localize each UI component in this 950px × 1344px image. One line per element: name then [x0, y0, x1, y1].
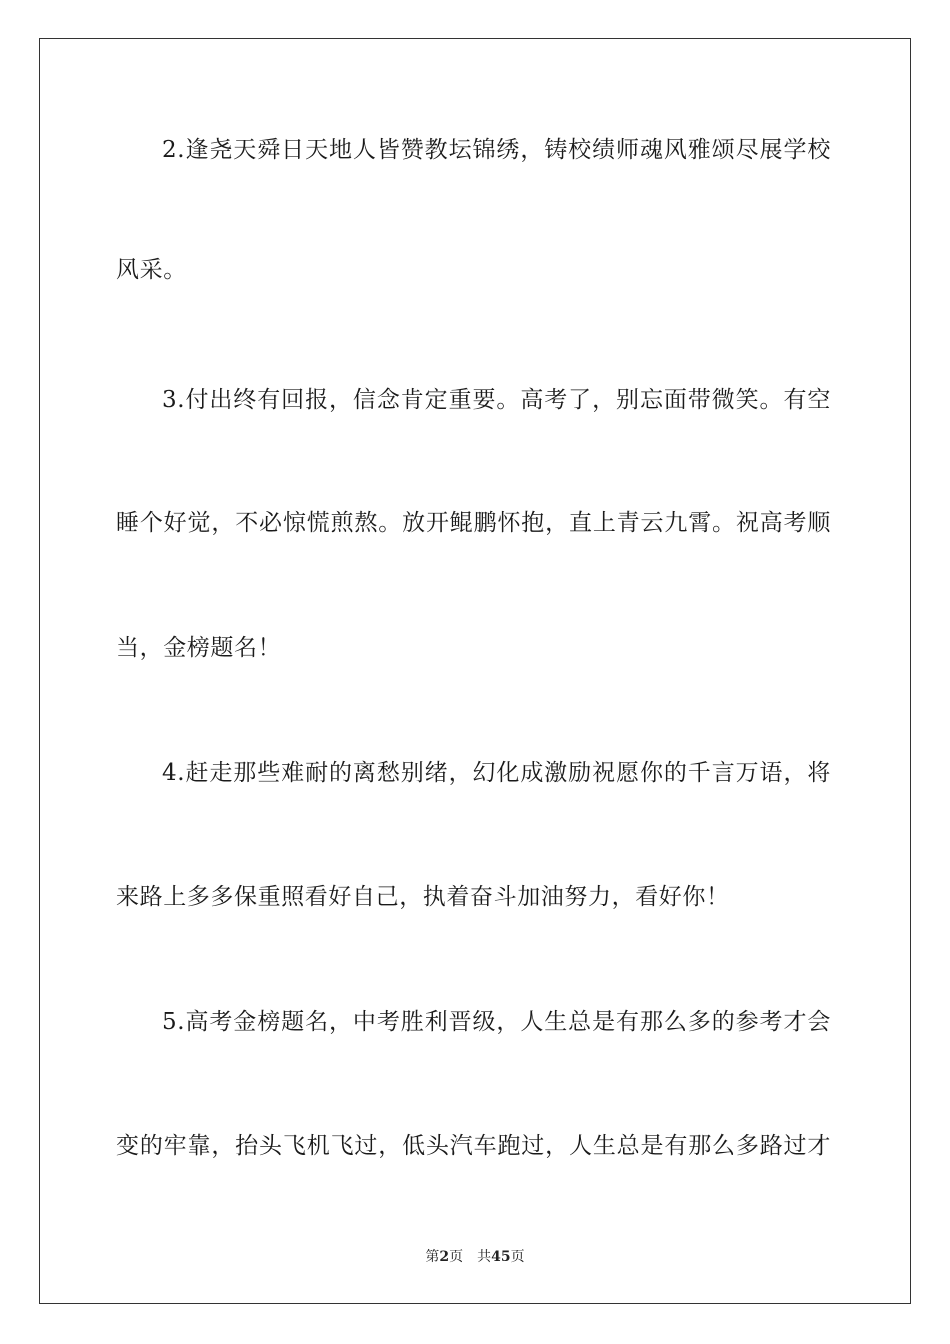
page-border: [39, 38, 911, 1304]
page-number: 2: [439, 1249, 450, 1265]
paragraph-2-line-2: 风采。: [116, 257, 187, 283]
paragraph-3-line-2: 睡个好觉，不必惊慌煎熬。放开鲲鹏怀抱，直上青云九霄。祝高考顺: [116, 510, 831, 536]
paragraph-4-line-1: 4.赶走那些难耐的离愁别绪，幻化成激励祝愿你的千言万语，将: [162, 760, 831, 786]
paragraph-3-line-3: 当，金榜题名！: [116, 635, 282, 661]
paragraph-4-line-2: 来路上多多保重照看好自己，执着奋斗加油努力，看好你！: [116, 884, 730, 910]
total-pages: 45: [491, 1249, 511, 1265]
page-label-suffix: 页: [449, 1249, 464, 1265]
page-label-prefix: 第: [425, 1249, 440, 1265]
paragraph-5-line-2: 变的牢靠，抬头飞机飞过，低头汽车跑过，人生总是有那么多路过才: [116, 1133, 831, 1159]
paragraph-3-line-1: 3.付出终有回报，信念肯定重要。高考了，别忘面带微笑。有空: [162, 387, 831, 413]
total-label-suffix: 页: [510, 1249, 525, 1265]
paragraph-2-line-1: 2.逢尧天舜日天地人皆赞教坛锦绣，铸校绩师魂风雅颂尽展学校: [162, 137, 831, 163]
total-label-prefix: 共: [477, 1249, 492, 1265]
paragraph-5-line-1: 5.高考金榜题名，中考胜利晋级，人生总是有那么多的参考才会: [162, 1009, 831, 1035]
page-footer: [0, 1248, 950, 1266]
